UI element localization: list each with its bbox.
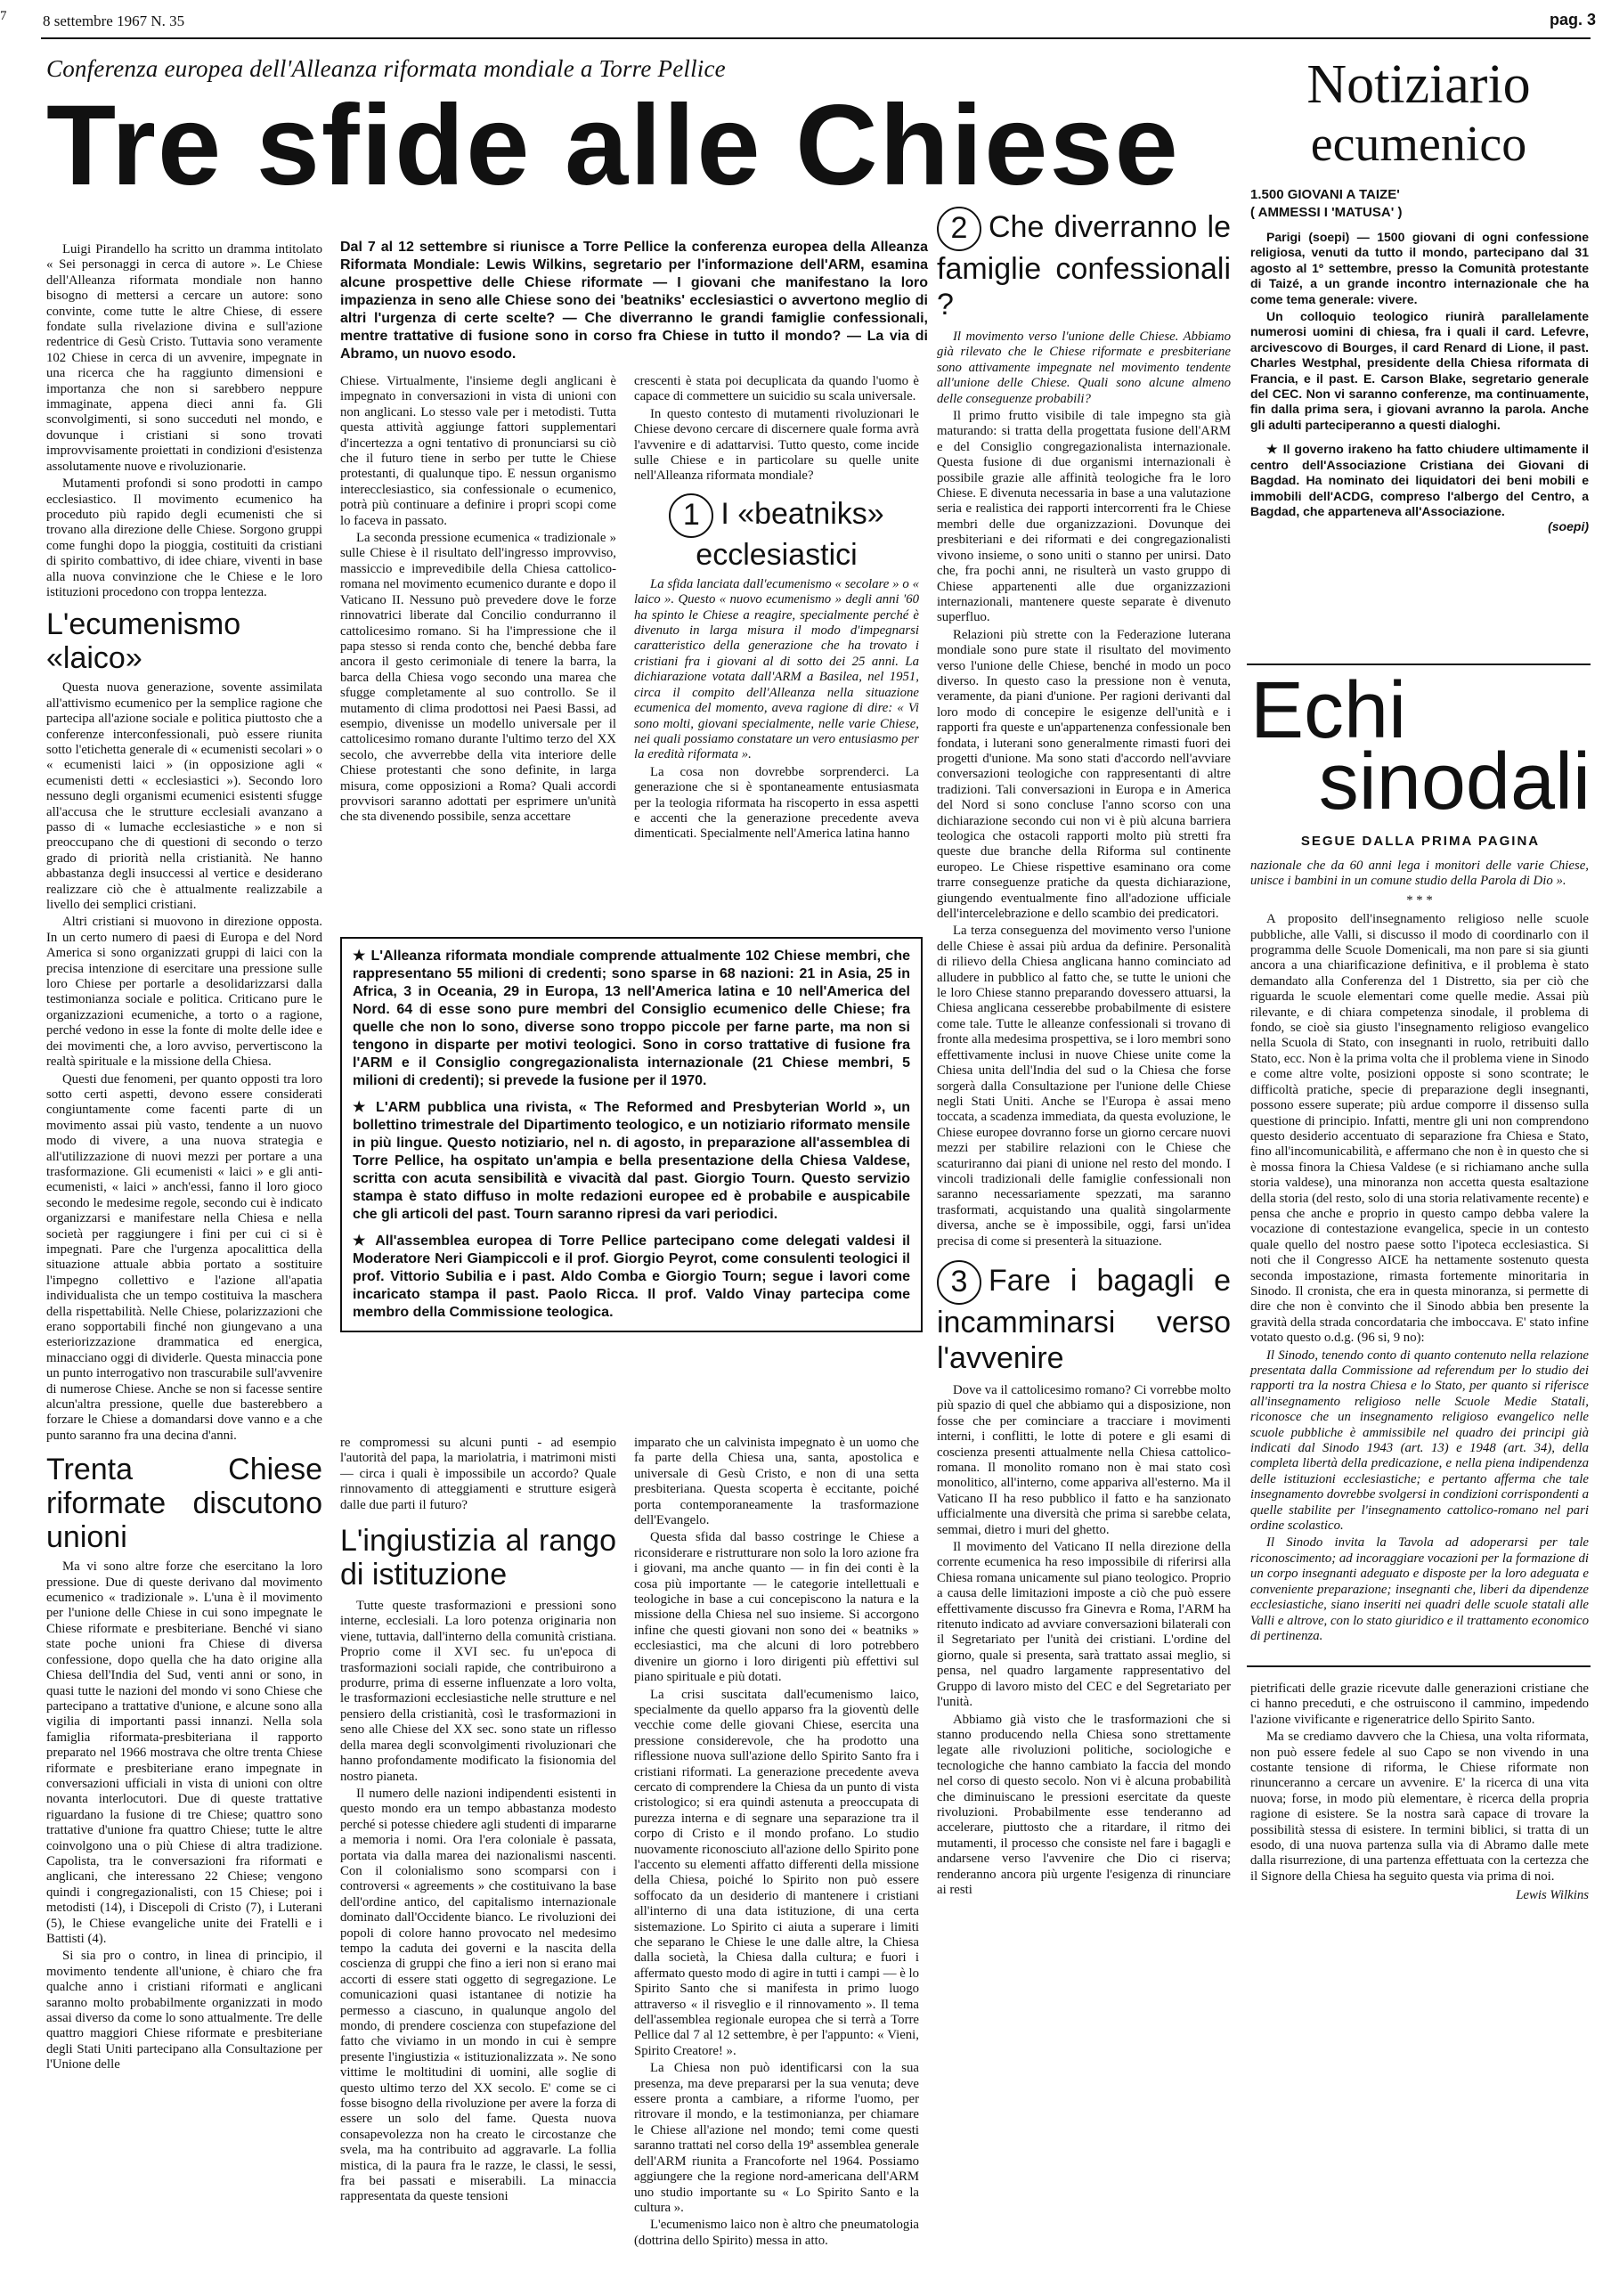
paragraph: La crisi suscitata dall'ecumenismo laico, specialmente da quello apparso fra la gioventù delle vecchie come delle giovani Chiese, esercita una pressione considerevole, che ha prodotto una riflessione nuova sull'azione dello Spirito Santo fra i cristiani riformati. La generazione precedente aveva cercato di comprendere la Chiesa da un punto di vista cristologico; si era quindi astenuta a preoccupata di purezza interna e di segnare una separazione tra il corpo di Cristo e il mondo profano. Lo studio nuovamente riconosciuto all'azione dello Spirito pone l'accento su elementi affatto differenti della missione della Chiesa, poiché lo Spirito non può essere soffocato da un desiderio di mantenere i cristiani all'interno di una data istituzione, di una certa sistemazione. Lo Spirito ci aiuta a superare i limiti che separano le Chiese le une dalle altre, la Chiesa dalla società, la Chiesa dalla cultura; e fuori i affermato questo modo di agire in tutti i campi — è lo Spirito Santo che si manifesta in primo luogo attraverso « il risveglio e il rinnovamento ». Il tema dell'assemblea regionale europea che si terrà a Torre Pellice dal 7 al 12 settembre, è per l'appunto: « Vieni, Spirito Creatore! ». bbox=[634, 1687, 919, 2058]
paragraph: Ma se crediamo davvero che la Chiesa, una volta riformata, non può essere fedele al suo Capo se non vivendo in una costante tensione di riforma, le Chiese riformate non rinunceranno a cercare un avvenire. E' la ricerca di una vita nuova; forse, in modo più elementare, è ricerca della propria ragione di esistere. Se la nostra sarà capace di trovare la possibilità stessa di esistere. In termini biblici, si tratta di un esodo, di una nuova partenza sulla via di Abramo dalle mete dalla risurrezione, di una partenza effettuata con la certezza che il Signore della Chiesa ha seguito questa via prima di noi. bbox=[1250, 1730, 1589, 1884]
paragraph: imparato che un calvinista impegnato è un uomo che fa parte della Chiesa una, santa, apostolica e universale di Gesù Cristo, e non di una setta presbiteriana. Questa scoperta è eccitante, poiché porta contemporaneamente la trasformazione dell'Evangelo. bbox=[634, 1436, 919, 1528]
news-item-1-text: Parigi (soepi) — 1500 giovani di ogni confessione religiosa, venuti da tutto il mondo, partecipano dal 31 agosto al 1º settembre, presso la Comunità protestante di Taizé, a un grande incontro internazionale che ha come tema generale: vivere. bbox=[1250, 230, 1589, 306]
news-subhead: ( AMMESSI I 'MATUSA' ) bbox=[1250, 205, 1403, 220]
paragraph: Si sia pro o contro, in linea di principio, il movimento tendente all'unione, è chiaro che fra qualche anno i cristiani riformati e anglicani saranno molto probabilmente organizzati in modo assai diverso da come lo sono attualmente. Tre delle quattro maggiori Chiese riformate e presbiteriane degli Stati Uniti partecipano alla Consultazione per l'Unione delle bbox=[46, 1949, 322, 2072]
issue-date: 8 settembre 1967 N. 35 bbox=[43, 12, 185, 29]
main-title: Tre sfide alle Chiese bbox=[46, 82, 1180, 209]
paragraph: Il primo frutto visibile di tale impegno sta già maturando: si tratta della progettata fusione dell'ARM e del Consiglio congregazionalista internazionale. Questa fusione di due organismi internazionali è possibile grazie alle affinità teologiche fra le loro Chiese. E divenuta necessaria in base a una valutazione seria e realistica dei rapporti intercorrenti fra le Chiese membri delle due organizzazioni. Dovunque dei presbiteriani e dei riformati e dei congregazionalisti vivono insieme, o sono uniti o stanno per unirsi. Dato che, fra pochi anni, ne risulterà un vasto gruppo di Chiese appartenenti alle due organizzazioni internazionali, mantenere queste separate è divenuto superfluo. bbox=[937, 409, 1231, 625]
column-4 bbox=[937, 207, 1231, 1898]
subhead-ingiustizia: L'ingiustizia al rango di istituzione bbox=[340, 1524, 616, 1592]
paragraph: Ma vi sono altre forze che esercitano la loro pressione. Due di queste derivano dal movimento ecumenico « tradizionale ». L'una è il movimento per l'unione delle Chiese in cui sono impegnate le Chiese riformate e presbiteriane. Benché vi siano state poche unioni fra Chiese di diversa confessione, dopo quella che ha dato origine alla Chiesa dell'India del Sud, venti anni or sono, in quasi tutte le nazioni del mondo vi sono Chiese che partecipano a trattative d'unione, e alcune sono alla vigilia di importanti passi innanzi. Nella sola famiglia riformata-presbiteriana il rapporto preparato nel 1966 mostrava che oltre trenta Chiese riformate e presbiteriane erano impegnate in conversazioni ufficiali in vista di unioni con oltre novanta interlocutori. Due di queste trattative riguardano la fusione di tre Chiese; quattro sono trattative d'unione fra quattro Chiese; tutte le altre coinvolgono una o più Chiese di altra tradizione. Capolista, tra le conversazioni fra riformati e anglicani, che interessano 22 Chiese; vengono quindi i congregazionalisti, con 15 Chiese; poi i metodisti (14), i Discepoli di Cristo (7), i Luterani (5), le Chiese evangeliche unite dei Fratelli e i Battisti (4). bbox=[46, 1559, 322, 1946]
paragraph: La cosa non dovrebbe sorprenderci. La generazione che si è spontaneamente entusiasmata per la teologia riformata ha riscoperto in essa aspetti e accenti che la generazione precedente aveva dimenticati. Specialmente nell'America latina hanno bbox=[634, 764, 919, 842]
subhead-famiglie-text: Che diverranno le famiglie confessionali ? bbox=[937, 209, 1231, 322]
info-box bbox=[340, 937, 923, 1332]
echi-title: Echi bbox=[1250, 666, 1407, 755]
paragraph: L'ecumenismo laico non è altro che pneumatologia (dottrina dello Spirito) messa in atto. bbox=[634, 2218, 919, 2248]
paragraph: re compromessi su alcuni punti - ad esempio l'autorità del papa, la mariolatria, i matrimoni misti — circa i quali è impossibile un accordo? Quale rinnovamento di atteggiamenti e strutture esigerà dalle due parti il futuro? bbox=[340, 1436, 616, 1512]
info-box-item-1: ★ L'Alleanza riformata mondiale comprende attualmente 102 Chiese membri, che rappresentano 55 milioni di credenti; sono sparse in 68 nazioni: 21 in Asia, 25 in Africa, 3 in Oceania, 29 in Europa, 13 nell'America latina e 10 nell'America del Nord. 64 di esse sono pure membri del Consiglio ecumenico delle Chiese; fra quelle che non lo sono, diverse sono troppo piccole per farne parte, ma non si tengono in disparte per motivi teologici. Sono in corso trattative di fusione fra l'ARM e il Consiglio congregazionalista internazionale (21 Chiese membri, 5 milioni di credenti); si prevede la fusione per il 1970. bbox=[353, 949, 910, 1088]
subhead-famiglie bbox=[937, 207, 1231, 322]
paragraph: Abbiamo già visto che le trasformazioni che si stanno producendo nella Chiesa sono strettamente legate alle rivoluzioni politiche, sociologiche e tecnologiche che hanno cambiato la faccia del mondo nel corso di questo secolo. Non vi è alcuna probabilità che diminuiscano le pressioni esercitate da queste rivoluzioni. Probabilmente esse tenderanno ad accelerare, piuttosto che a ritardare, il ritmo dei mutamenti, il processo che consiste nel fare i bagagli e andarsene verso l'avvenire che Dio ci riserva; renderanno ancora più urgente l'esigenza di rinunciare ai resti bbox=[937, 1712, 1231, 1897]
sidebar-title-2: ecumenico bbox=[1310, 117, 1527, 172]
paragraph: Altri cristiani si muovono in direzione opposta. In un certo numero di paesi di Europa e del Nord America si sono organizzati gruppi di laici con la precisa intenzione di esercitare una pressione sulle loro Chiese per portarle a desolidarizzarsi dalla testimonianza sociale e politica. Criticano pure le organizzazioni ecumeniche, a torto o a ragione, perché vedono in esse la fonte di molte delle idee e dei movimenti che, a loro avviso, pervertiscono la realtà spirituale e la missione della Chiesa. bbox=[46, 915, 322, 1070]
news-item-2-signature: (soepi) bbox=[1548, 519, 1589, 534]
sidebar-end-rule bbox=[1247, 1665, 1591, 1667]
paragraph: Il movimento verso l'unione delle Chiese. Abbiamo già rilevato che le Chiese riformate e presbiteriane sono attivamente impegnate nel movimento tendente all'unione delle Chiese. Quali sono alcune almeno delle conseguenze probabili? bbox=[937, 330, 1231, 406]
echi-continued: SEGUE DALLA PRIMA PAGINA bbox=[1300, 834, 1541, 849]
header-rule bbox=[41, 37, 1591, 39]
intro-paragraph: Luigi Pirandello ha scritto un dramma intitolato « Sei personaggi in cerca di autore ». Le Chiese dell'Alleanza riformata mondiale non hanno bisogno di mettersi a cercare un autore: sono convinte, come tutte le altre Chiese, di essere fondate sulla rivelazione divina e sull'azione redentrice di Gesù Cristo. Tuttavia sono veramente 102 Chiese in cerca di un avvenire, impegnate in una ricerca che ha raggiunto dimensioni e importanza che non si sarebbero neppure immaginate, appena dieci anni fa. Gli sconvolgimenti, si sono succeduti nel mondo, e dovunque i cristiani si sono trovati improvvisamente proiettati in condizioni d'esistenza assolutamente nuove e rivoluzionarie. bbox=[46, 242, 322, 474]
column-1 bbox=[46, 242, 322, 2073]
paragraph: Chiese. Virtualmente, l'insieme degli anglicani è impegnato in conversazioni in vista di unioni con non anglicani. Lo stesso vale per i metodisti. Tutta questa attività aggiunge fattori supplementari d'incertezza a ogni tentativo di pronunciarsi su ciò che il futuro tiene in serbo per tutte le Chiese protestanti, di qualunque tipo. E nessun organismo interecclesiastico, sia confessionale o ecumenico, potrà più continuare a definire i propri scopi come lo faceva in passato. bbox=[340, 374, 616, 528]
echi-odg-2: Il Sinodo invita la Tavola ad adoperarsi per tale riconoscimento; ad incoraggiare vocazioni per la formazione di un corpo insegnanti adeguato e disposte per la loro adeguata e conveniente preparazione; insegnanti che, liberi da dipendenze ecclesiastiche, siano inseriti nei quadri delle scuole statali alle Valli e altrove, con lo stato giuridico e il trattamento economico di pertinenza. bbox=[1250, 1535, 1589, 1643]
subhead-beatniks-text: I «beatniks» ecclesiastici bbox=[696, 496, 884, 572]
paragraph: Il movimento del Vaticano II nella direzione della corrente ecumenica ha reso impossibile di riferirsi alla Chiesa romana unicamente sul piano teologico. Proprio a causa delle limitazioni imposte a ciò che può essere effettivamente discusso fra Ginevra e Roma, l'ARM ha ritenuto indicato ad avviare conversazioni bilaterali con il Segretariato per l'unità dei cristiani. L'ordine del giorno, quale si presenta, sarà trattato assai meglio, si pensa, nel quadro largamente rappresentativo del Gruppo di lavoro misto del CEC e del Segretariato per l'unità. bbox=[937, 1540, 1231, 1710]
paragraph: La Chiesa non può identificarsi con la sua presenza, ma deve prepararsi per la sua venuta; deve essere pronta a cambiare, a riforme l'uomo, per ritrovare il mondo, e la testimonianza, per chiamare le Chiese all'azione nel mondo; temi come questi saranno trattati nel corso della 19ª assemblea generale dell'ARM riunita a Francoforte nel 1964. Possiamo aggiungere che la regione nord-americana dell'ARM uno studio importante su « Lo Spirito Santo e la cultura ». bbox=[634, 2061, 919, 2215]
paragraph: pietrificati delle grazie ricevute dalle generazioni cristiane che ci hanno preceduti, e che ostruiscono il cammino, impedendo l'azione vivificante e rigeneratrice dello Spirito Santo. bbox=[1250, 1681, 1589, 1727]
column-2-top bbox=[340, 374, 616, 826]
paragraph: Questa sfida dal basso costringe le Chiese a riconsiderare e ristrutturare non solo la loro azione fra i giovani, ma anche quanto — in fin dei conti è la cosa più importante — le categorie intellettuali e teologiche in base a cui concepiscono la natura e la missione della Chiesa nel suo insieme. Si accorgono infine che questi giovani non sono dei « beatniks » ecclesiastici, ma che alcuni di loro potrebbero divenire un giorno i loro dirigenti più effettivi sul piano spirituale e più dotati. bbox=[634, 1530, 919, 1685]
paragraph: La sfida lanciata dall'ecumenismo « secolare » o « laico ». Questo « nuovo ecumenismo » degli anni '60 ha spinto le Chiese a reagire, specialmente perché è divenuto in larga misura il modo d'impegnarsi caratteristico della generazione che ha trovato i cristiani fra i giovani al di sotto dei 25 anni. La dichiarazione votata dall'ARM a Basilea, nel 1951, circa il compito dell'Alleanza nella situazione ecumenica del momento, aveva ragione di dire: « Vi sono molti, giovani specialmente, nelle varie Chiese, nei quali possiamo constatare un vero entusiasmo per la eredità riformata ». bbox=[634, 576, 919, 762]
sidebar-title: Notiziario bbox=[1306, 54, 1531, 115]
paragraph: Dove va il cattolicesimo romano? Ci vorrebbe molto più spazio di quel che abbiamo qui a disposizione, non fosse che per cominciare a tracciare i movimenti interni, i conflitti, le lotte di potere e gli esami di coscienza presenti attualmente nella Chiesa cattolico-romana. Il monolito romano non è mai stato così monolitico, all'interno, come appariva all'esterno. Ma il Vaticano II ha reso pubblico il fatto e ha sanzionato ufficialmente una diversità che prima si sarebbe celata, semmai, dietro i muri del ghetto. bbox=[937, 1382, 1231, 1537]
news-item-1-text-2: Un colloquio teologico riunirà parallelamente numerosi uomini di chiesa, fra i quali il card. Lefevre, arcivescovo di Bourges, il card Renard di Lione, il past. Charles Westphal, presidente della Chiesa riformata di Francia, e il past. E. Carson Blake, segretario generale del CEC. Non vi saranno conferenze, ma continuamente, fin dalla prima sera, i giovani avranno la parola. Anche gli adulti parteciperanno a questi dialoghi. bbox=[1250, 309, 1589, 432]
info-box-item-2: ★ L'ARM pubblica una rivista, « The Reformed and Presbyterian World », un bollettino trimestrale del Dipartimento teologico, e un notiziario riformato mensile in più lingue. Questo notiziario, nel n. di agosto, in preparazione all'assemblea di Torre Pellice, ha ospitato un'ampia e bella presentazione della Chiesa Valdese, scritta con acuta sensibilità e vivacità dal past. Giorgio Tourn. Questo servizio stampa è stato diffuso in molte redazioni europee ed è probabile e auspicabile che gli articoli del past. Tourn saranno ripresi da vari periodici. bbox=[353, 1100, 910, 1222]
echi-text: A proposito dell'insegnamento religioso nelle scuole pubbliche, alle Valli, si discusso il modo di coordinarlo con il programma delle Scuole Domenicali, ma non pare si sia giunti ancora a una chiarificazione definitiva, e il problema è stato demandato alla Conferenza del 1 Distretto, sia per ciò che riguarda le scuole elementari come quelle medie. Assai più rilevante, e di chiara competenza sinodale, il problema di fondo, se cioè sia giusto l'insegnamento religioso evangelico nella Scuola di Stato, con insegnanti in ruolo, retribuiti dallo Stato, ecc. Non è la prima volta che il problema viene in Sinodo e come altre volte, posizioni opposte si sono scontrate; le difficoltà pratiche, specie di preparazione degli insegnanti, possono essere superate; più ardue comporre il dissenso sulla questione di principio. Infatti, mentre gli uni non comprendono questo desiderio accentuato di separazione fra Chiesa e Stato, fino all'incomunicabilità, e affermano che non è in questo che si è mossa finora la Chiesa Valdese (e si richiamano anche sulla storia valdese), una minoranza non accetta questa esaltazione della storia (del resto, solo di una storia relativamente recente) e pensa che anche e proprio in questo campo debba valere la vocazione di contestazione evangelica, specie in un contesto quale quello del nostro paese sotto l'ipoteca ecclesiastica. Si noti che il Congresso AICE ha nettamente sostenuto questa seconda impostazione, rimasta fortemente minoritaria in Sinodo. Il cronista, che era in questa minoranza, si permette di dire che non è convinto che il Sinodo abbia ben presente la gravità della strada concordataria che imboccava. E' stato infine votato questo o.d.g. (96 si, 9 no): bbox=[1250, 912, 1589, 1346]
number-1-badge: 1 bbox=[669, 493, 713, 538]
paragraph: La seconda pressione ecumenica « tradizionale » sulle Chiese è il risultato dell'ingresso improvviso, massiccio e imprevedibile della Chiesa cattolico-romana nel movimento ecumenico durante e dopo il Vaticano II. Nessuno può prevedere dove le forze rinnovatrici liberate dal Concilio condurranno il cattolicesimo romano. Si ha l'impressione che il papa stesso si renda conto che, benché debba fare ancora il gesto cerimoniale di tenere la barra, la barca della Chiesa vogo secondo una marea che sfugge completamente al suo controllo. Se il mutamento di clima prodottosi nei Paesi Bassi, ad esempio, divenisse un modello universale per il cattolicesimo romano durante l'ultimo terzo del XX secolo, che avverrebbe della vita interiore delle Chiese protestanti che sono definite, in larga misura, come opposizioni a Roma? Quali accordi provvisori saranno adottati per esprimere un'unità che sta divenendo possibile, senza accettare bbox=[340, 531, 616, 825]
lead-summary: Dal 7 al 12 settembre si riunisce a Torre Pellice la conferenza europea della Alleanza Riformata Mondiale: Lewis Wilkins, segretario per l'informazione dell'ARM, esamina alcune prospettive delle Chiese riformate — I giovani che manifestano la loro impazienza in seno alle Chiese sono dei 'beatniks' ecclesiastici o avvertono meglio di altri l'urgenza di certe scelte? — Che diverranno le grandi famiglie confessionali, mentre trattative di fusione sono in corso fra Chiese in tutto il mondo? — La via di Abramo, un nuovo esodo. bbox=[340, 240, 928, 362]
echi-odg: Il Sinodo, tenendo conto di quanto contenuto nella relazione presentata dalla Commissione ad referendum per lo studio dei rapporti tra la nostra Chiesa e lo Stato, per quanto si riferisce all'insegnamento religioso nelle Scuole Medie Statali, riconosce che un insegnamento religioso evangelico nelle scuole pubbliche è ammissibile nel quadro dei principi già indicati dal Sinodo 1943 (art. 13) e 1948 (art. 34), della completa libertà della predicazione, e nella piena indipendenza delle istituzioni ecclesiastiche; e pertanto afferma che tale insegnamento dovrebbe svolgersi in condizioni corrispondenti a quelle stabilite per l'insegnamento cattolico-romano nel pari ordine scolastico. bbox=[1250, 1347, 1590, 1534]
column-2-bottom bbox=[340, 1436, 616, 2205]
paragraph: La terza conseguenza del movimento verso l'unione delle Chiese è assai più ardua da definire. Personalità di rilievo della Chiesa anglicana hanno cominciato ad alludere in pubblico al fatto che, se tutte le unioni che le loro Chiese stanno preparando dovessero attuarsi, la Chiesa anglicana cesserebbe probabilmente di esistere come tale. Tutte le alleanze confessionali si trovano di fronte alla medesima prospettiva, se i loro membri sono effettivamente inclusi in nuove Chiese unite come la Chiesa unita dell'India del sud o la Chiesa che forse sorgerà dalla Consultazione per l'unione delle Chiese negli Stati Uniti. Anche se l'Europa è assai meno toccata, a scadenza immediata, da questa evoluzione, le Chiese europee dovranno forse un giorno cercare nuovi mezzi per stabilire relazioni con le Chiese che scaturiranno dai piani di unione nel resto del mondo. I vincoli tradizionali delle famiglie confessionali non saranno necessariamente spezzati, ma saranno trasformati, acquistando una qualità singolarmente diversa, anche se è impossibile, oggi, farsi un'idea precisa di come si presenterà la situazione. bbox=[937, 924, 1231, 1249]
column-3-bottom bbox=[634, 1436, 919, 2249]
paragraph: Tutte queste trasformazioni e pressioni sono interne, ecclesiali. La loro potenza originaria non viene, tuttavia, dall'interno della comunità cristiana. Proprio come il XVI sec. fu un'epoca di trasformazioni sociali rapide, che contribuirono a produrre, prima di esserne influenzate a loro volta, le trasformazioni ecclesiastiche nelle strutture e nel pensiero della cristianità, così le trasformazioni in seno alle Chiese del XX sec. sono state un riflesso della marea degli sconvolgimenti rivoluzionari che hanno profondamente modificato la fisionomia del nostro pianeta. bbox=[340, 1599, 616, 1784]
paragraph: Relazioni più strette con la Federazione luterana mondiale sono pure state il risultato del movimento verso l'unione delle Chiese, benché in modo un poco diverso. In questo caso la pressione non è venuta, veramente, da piani d'unione. Per ragioni derivanti dal loro modo di concepire le esigenze dell'unità e i rapporti fra queste e un'appartenenza confessionale ben fondata, i luterani sono generalmente rimasti fuori dei progetti d'unione. Ma sono stati d'accordo nell'avviare conversazioni teologiche con rappresentanti di altre tradizioni. Tali conversazioni in Europa e in America del Nord si sono concluse l'anno scorso con una dichiarazione secondo cui non vi è più alcuna barriera teologica che ostacoli rapporti molto più stretti fra queste due branche della Riforma sul continente europeo. Le Chiese rispettive esaminano ora come trarre conseguenze pratiche da questa dichiarazione, giungendo eventualmente fino all'adozione ufficiale dell'intercelebrazione e dello scambio dei predicatori. bbox=[937, 627, 1231, 922]
number-2-badge: 2 bbox=[937, 207, 981, 251]
echi-stars: * * * bbox=[1406, 892, 1433, 908]
echi-title-2: sinodali bbox=[1318, 737, 1591, 826]
column-3-top bbox=[634, 374, 919, 843]
echi-intro: nazionale che da 60 anni lega i monitori delle varie Chiese, unisce i bambini in un comune studio della Parola di Dio ». bbox=[1250, 859, 1589, 889]
margin-mark: 7 bbox=[0, 9, 7, 23]
subhead-trenta: Trenta Chiese riformate discutono unioni bbox=[46, 1453, 322, 1555]
sidebar-rule bbox=[1247, 664, 1591, 665]
author-signature: Lewis Wilkins bbox=[1516, 1888, 1589, 1903]
news-item-1 bbox=[1250, 230, 1589, 535]
subhead-bagagli-text: Fare i bagagli e incamminarsi verso l'avvenire bbox=[937, 1263, 1231, 1375]
subhead-bagagli bbox=[937, 1260, 1231, 1376]
paragraph: Il numero delle nazioni indipendenti esistenti in questo mondo era un tempo abbastanza modesto perché si potesse chiedere agli studenti di impararne a memoria i nomi. Ora l'era coloniale è passata, portata via dalla marea dei nazionalismi nascenti. Con il colonialismo sono scomparsi con i controversi « agreements » che costituivano la base dell'ordine antico, del capitalismo internazionale dominato dall'Occidente bianco. Le rivoluzioni dei popoli di colore hanno provocato nel medesimo tempo la caduta dei governi e la nascita della coscienza di gruppi che fino a ieri non si erano mai accorti di essere stati oggetto di segregazione. Le comunicazioni quasi istantanee di notizie ha permesso a ciascuno, in qualunque angolo del mondo, di prendere coscienza con stupefazione del fatto che viviamo in un mondo in cui è sempre presente l'ingiustizia « istituzionalizzata ». Ne sono vittime le moltitudini di uomini, alle soglie di questo ultimo terzo del XX secolo. E' come se ci fosse bisogno della rivoluzione per avere la forza di essere un solo del fame. Questa nuova consapevolezza non ha creato le circostanze che svela, ma ha contribuito ad aggravarle. La follia mistica, di la paura fra le razze, le classi, le sessi, fra bei passati e miserabili. La minaccia rappresentata da queste tensioni bbox=[340, 1786, 616, 2204]
subhead-beatniks bbox=[634, 493, 919, 572]
subhead-laico: L'ecumenismo «laico» bbox=[46, 607, 241, 676]
news-item-2-text: ★ Il governo irakeno ha fatto chiudere ultimamente il centro dell'Associazione Cristiana dei Giovani di Bagdad. Ha nominato dei liquidatori dei beni mobili e immobili dell'ACDG, compreso l'albergo del Centro, a Bagdad, che apparteneva all'Associazione. bbox=[1250, 442, 1589, 518]
echi-body bbox=[1250, 859, 1589, 1644]
kicker: Conferenza europea dell'Alleanza riformata mondiale a Torre Pellice bbox=[46, 55, 726, 82]
info-box-item-3: ★ All'assemblea europea di Torre Pellice partecipano come delegati valdesi il Moderatore Neri Giampiccoli e il prof. Giorgio Peyrot, come consulenti teologici il prof. Vittorio Subilia e i past. Aldo Comba e Giorgio Tourn; segue i lavori come incaricato stampa il past. Paolo Ricca. Il prof. Valdo Vinay partecipa come membro della Commissione teologica. bbox=[353, 1233, 910, 1320]
number-3-badge: 3 bbox=[937, 1260, 981, 1305]
page-number: pag. 3 bbox=[1550, 11, 1597, 28]
paragraph: Mutamenti profondi si sono prodotti in campo ecclesiastico. Il movimento ecumenico ha proceduto più rapido degli ecumenisti che si trovano alla direzione delle Chiese. Sorgono gruppi come funghi dopo la pioggia, costituiti da cristiani di spirito combattivo, di idee chiare, viventi in base alla nuova convinzione che le Chiese e le loro istituzioni procedono con troppa lentezza. bbox=[46, 476, 322, 599]
paragraph: Questi due fenomeni, per quanto opposti tra loro sotto certi aspetti, devono essere considerati congiuntamente come facenti parte di un movimento assai più vasto, tendente a un nuovo modo di vivere, a una nuova strategia e all'utilizzazione di nuovi mezzi per portare a una trasformazione. Gli ecumenisti « laici » e gli anti-ecumenisti, « laici » anch'essi, fanno il loro gioco secondo le medesime regole, secondo cui è indicato organizzarsi e manifestare nella Chiesa e nella società per raggiungere i fini per cui ci si è impegnati. Pare che l'urgenza apocalittica della situazione attuale abbia portato a sostituire l'impegno collettivo e l'azione all'apatia individualista che un tempo costituiva la maschera della rispettabilità. Nelle Chiese, polarizzazioni che erano sopportabili finché non giungevano a una esteriorizzazione drammatica ed energica, minacciano oggi di dividerle. Questa minaccia pone un punto interrogativo non trascurabile sull'avvenire di numerose Chiese. Anche se non si facesse sentire alcun'altra pressione, quelle due basterebbero a forzare le Chiese a domandarsi dove vanno e a che punto saranno fra una decina d'anni. bbox=[46, 1071, 322, 1443]
paragraph: crescenti è stata poi decuplicata da quando l'uomo è capace di commettere un suicidio su scala universale. bbox=[634, 374, 919, 404]
news-headline: 1.500 GIOVANI A TAIZE' bbox=[1250, 187, 1400, 202]
paragraph: In questo contesto di mutamenti rivoluzionari le Chiese devono cercare di discernere quale forma avrà l'avvenire e di adattarvisi. Tutto questo, come incide sulle Chiese e in particolare su quelle unite nell'Alleanza riformata mondiale? bbox=[634, 406, 919, 484]
paragraph: Questa nuova generazione, sovente assimilata all'attivismo ecumenico per la semplice ragione che partecipa all'azione sociale e politica piuttosto che a conferenze interconfessionali, può essere riunita sotto l'etichetta generale di « ecumenisti secolari » o « ecumenisti laici » (in opposizione agli « ecumenisti detti « ecclesiastici »). Secondo loro nessuno degli organismi ecumenici esistenti sfugge all'accusa che le strutture ecclesiali avanzano a passo di « lumache ecclesiastiche » e non si preoccupano che di questioni di secondo o terzo grado di priorità nella cristianità. Ne hanno abbastanza degli insuccessi al vertice e desiderano realizzare ciò che è attualmente realizzabile a livello dei semplici cristiani. bbox=[46, 680, 322, 913]
column-5-end bbox=[1250, 1681, 1589, 1904]
